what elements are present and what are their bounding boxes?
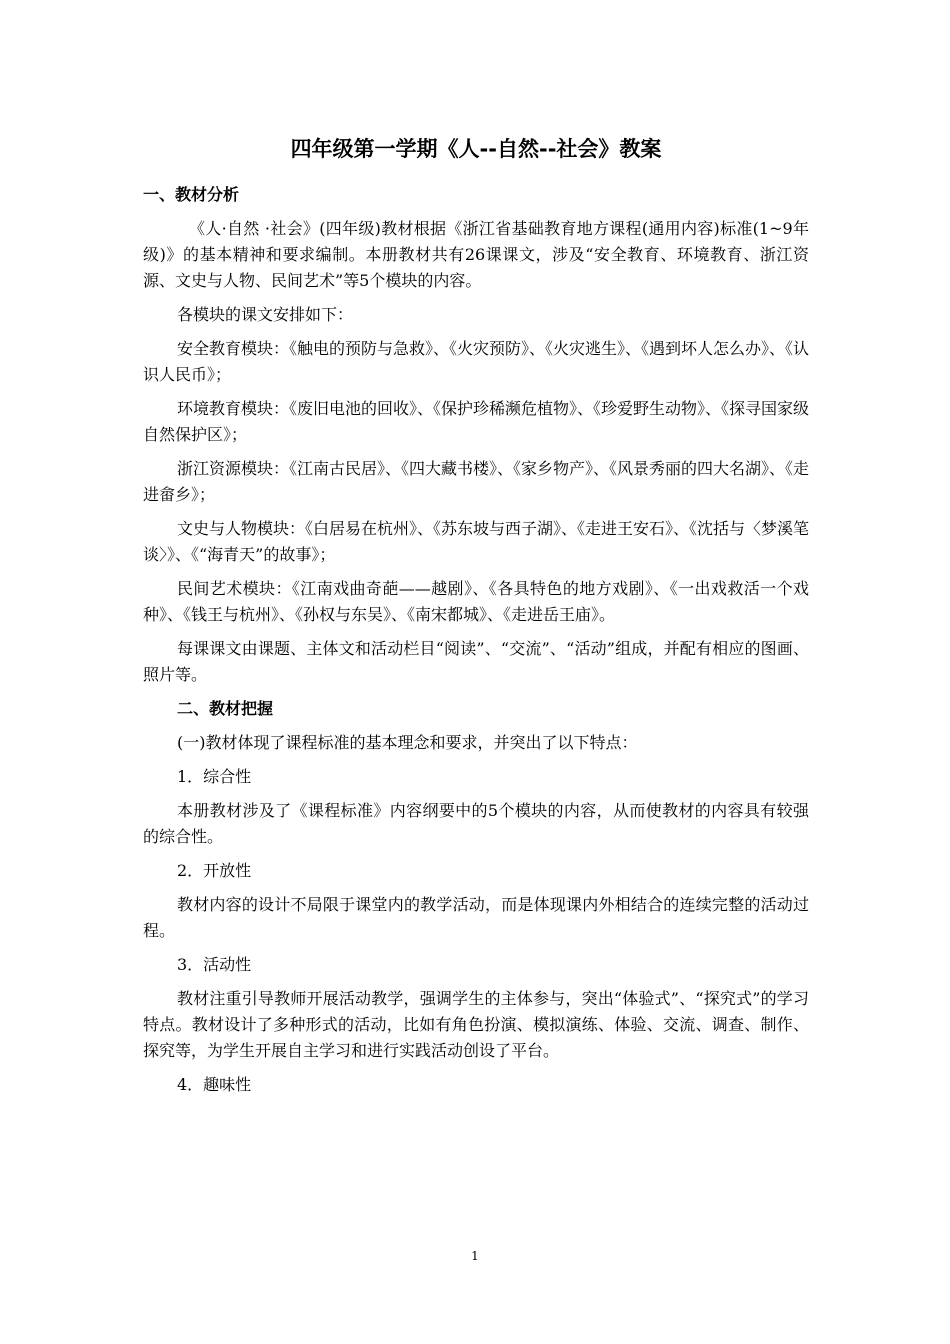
section-heading-mastery: 二、教材把握	[177, 699, 274, 718]
feature-heading-activity: 3．活动性	[177, 955, 252, 974]
paragraph-history-module: 文史与人物模块：《白居易在杭州》、《苏东坡与西子湖》、《走进王安石》、《沈括与〈梦溪笔谈〉》、《“海青天”的故事》；	[143, 519, 810, 564]
feature-heading-comprehensive: 1．综合性	[177, 767, 252, 786]
paragraph-activity: 教材注重引导教师开展活动教学，强调学生的主体参与，突出“体验式”、“探究式”的学习特点。教材设计了多种形式的活动，比如有角色扮演、模拟演练、体验、交流、调查、制作、探究等，为学生开展自主学习和进行实践活动创设了平台。	[143, 989, 809, 1060]
section-heading-analysis: 一、教材分析	[143, 185, 240, 204]
feature-heading-interest: 4．趣味性	[177, 1075, 252, 1094]
feature-heading-open: 2．开放性	[177, 861, 252, 880]
paragraph-open: 教材内容的设计不局限于课堂内的教学活动，而是体现课内外相结合的连续完整的活动过程。	[143, 895, 809, 940]
paragraph-module-list-intro: 各模块的课文安排如下：	[177, 305, 354, 324]
paragraph-environment-module: 环境教育模块：《废旧电池的回收》、《保护珍稀濒危植物》、《珍爱野生动物》、《探寻国家级自然保护区》；	[143, 399, 810, 444]
document-title: 四年级第一学期《人--自然--社会》教案	[290, 137, 662, 161]
page-number: 1	[471, 1249, 479, 1263]
document-body	[143, 132, 809, 1106]
paragraph-lesson-structure: 每课课文由课题、主体文和活动栏目“阅读”、“交流”、“活动”组成，并配有相应的图画、照片等。	[143, 639, 809, 684]
paragraph-features-intro: (一)教材体现了课程标准的基本理念和要求，并突出了以下特点：	[177, 733, 638, 752]
paragraph-folk-art-module: 民间艺术模块：《江南戏曲奇葩——越剧》、《各具特色的地方戏剧》、《一出戏救活一个戏种》、《钱王与杭州》、《孙权与东吴》、《南宋都城》、《走进岳王庙》。	[143, 579, 809, 624]
paragraph-zhejiang-module: 浙江资源模块：《江南古民居》、《四大藏书楼》、《家乡物产》、《风景秀丽的四大名湖》、《走进畲乡》；	[143, 459, 810, 504]
paragraph-safety-module: 安全教育模块：《触电的预防与急救》、《火灾预防》、《火灾逃生》、《遇到坏人怎么办》、《认识人民币》；	[143, 339, 810, 384]
paragraph-intro: 《人·自然 ·社会》(四年级)教材根据《浙江省基础教育地方课程(通用内容)标准(1~9年级)》的基本精神和要求编制。本册教材共有26课课文，涉及“安全教育、环境教育、浙江资源、文史与人物、民间艺术”等5个模块的内容。	[143, 219, 809, 290]
paragraph-comprehensive: 本册教材涉及了《课程标准》内容纲要中的5个模块的内容，从而使教材的内容具有较强的综合性。	[143, 801, 809, 846]
